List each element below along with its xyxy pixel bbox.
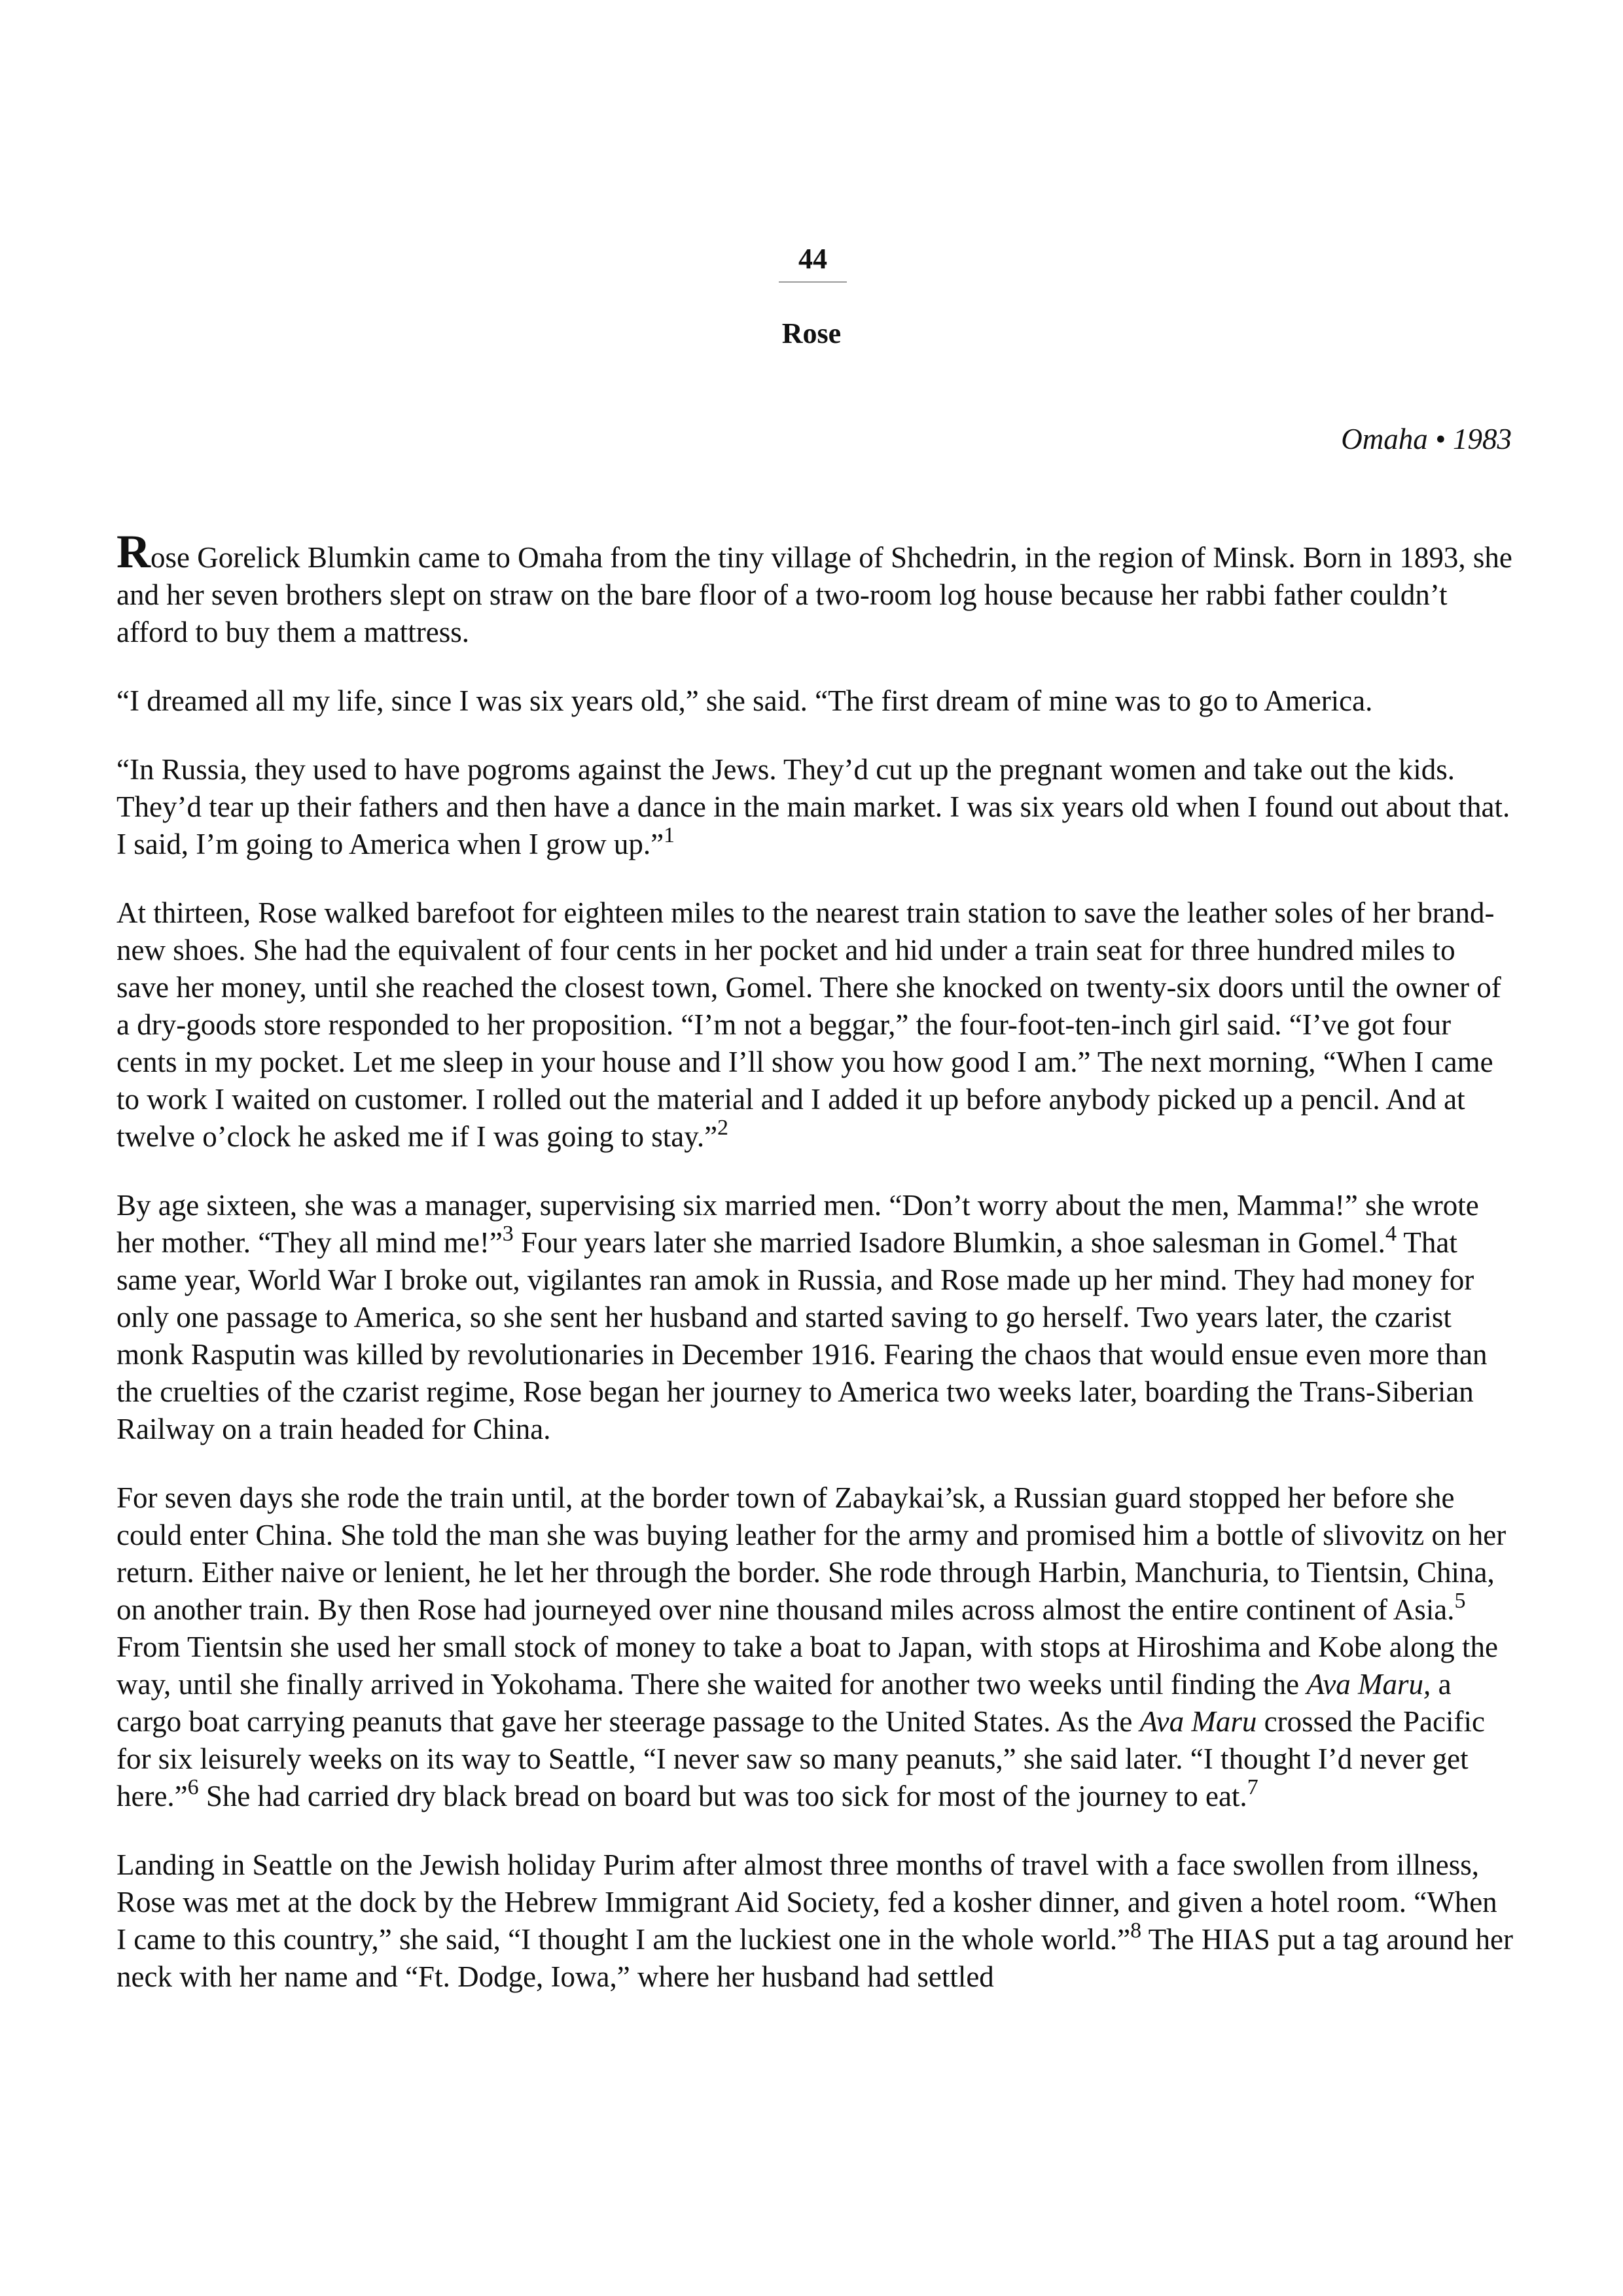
- body-paragraph: [116, 894, 1513, 1156]
- chapter-number: 44: [779, 241, 847, 283]
- footnote-marker: 6: [187, 1775, 199, 1799]
- body-paragraph: [116, 1846, 1513, 1996]
- text-run: ose Gorelick Blumkin came to Omaha from the tiny village of Shchedrin, in the region of Minsk. Born in 1893, she and her seven brothers slept on straw on the bare floor of a two-room log house because her rabbi father couldn’t afford to buy them a mattress.: [116, 541, 1512, 648]
- italic-text: Ava Maru: [1139, 1705, 1257, 1738]
- body-paragraph: [116, 751, 1513, 863]
- text-run: crossed the Pacific for six leisurely weeks on its way to Seattle, “I never saw so many peanuts,” she said later. “I thought I’d never get here.”: [116, 1705, 1485, 1812]
- text-run: a cargo boat carrying peanuts that gave her steerage passage to the United States. As the: [116, 1668, 1452, 1738]
- footnote-marker: 1: [664, 823, 675, 847]
- text-run: The HIAS put a tag around her neck with her name and “Ft. Dodge, Iowa,” where her husband had settled: [116, 1923, 1513, 1993]
- footnote-marker: 7: [1247, 1775, 1258, 1799]
- body-paragraph: [116, 525, 1513, 651]
- body-paragraph: [116, 1187, 1513, 1448]
- text-run: “In Russia, they used to have pogroms against the Jews. They’d cut up the pregnant women and take out the kids. They’d tear up their fathers and then have a dance in the main market. I was six years old when I found out about that. I said, I’m going to America when I grow up.”: [116, 753, 1510, 860]
- footnote-marker: 4: [1385, 1222, 1397, 1246]
- text-run: At thirteen, Rose walked barefoot for eighteen miles to the nearest train station to save the leather soles of her brand-new shoes. She had the equivalent of four cents in her pocket and hid under a train seat for three hundred miles to save her money, until she reached the closest town, Gomel. There she knocked on twenty-six doors until the owner of a dry-goods store responded to her proposition. “I’m not a beggar,” the four-foot-ten-inch girl said. “I’ve got four cents in my pocket. Let me sleep in your house and I’ll show you how good I am.” The next morning, “When I came to work I waited on customer. I rolled out the material and I added it up before anybody picked up a pencil. And at twelve o’clock he asked me if I was going to stay.”: [116, 896, 1501, 1153]
- text-run: By age sixteen, she was a manager, supervising six married men. “Don’t worry about the men, Mamma!” she wrote her mother. “They all mind me!”: [116, 1189, 1479, 1259]
- dateline: Omaha • 1983: [1341, 423, 1512, 455]
- footnote-marker: 2: [717, 1116, 729, 1140]
- text-run: Landing in Seattle on the Jewish holiday Purim after almost three months of travel with a face swollen from illness, Rose was met at the dock by the Hebrew Immigrant Aid Society, fed a kosher dinner, and given a hotel room. “When I came to this country,” she said, “I thought I am the luckiest one in the whole world.”: [116, 1848, 1497, 1956]
- text-run: From Tientsin she used her small stock of money to take a boat to Japan, with stops at Hiroshima and Kobe along the way, until she finally arrived in Yokohama. There she waited for another two weeks until finding the: [116, 1631, 1498, 1701]
- text-run: Four years later she married Isadore Blumkin, a shoe salesman in Gomel.: [513, 1226, 1385, 1259]
- chapter-title: Rose: [781, 317, 842, 349]
- footnote-marker: 3: [502, 1222, 514, 1246]
- text-run: She had carried dry black bread on board but was too sick for most of the journey to eat.: [198, 1780, 1247, 1812]
- drop-cap: R: [116, 525, 151, 578]
- body-paragraph: [116, 1479, 1513, 1815]
- text-run: That same year, World War I broke out, vigilantes ran amok in Russia, and Rose made up her mind. They had money for only one passage to America, so she sent her husband and started saving to go herself. Two years later, the czarist monk Rasputin was killed by revolutionaries in December 1916. Fearing the chaos that would ensue even more than the cruelties of the czarist regime, Rose began her journey to America two weeks later, boarding the Trans-Siberian Railway on a train headed for China.: [116, 1226, 1488, 1445]
- footnote-marker: 8: [1130, 1918, 1142, 1943]
- footnote-marker: 5: [1454, 1589, 1466, 1613]
- text-run: “I dreamed all my life, since I was six years old,” she said. “The first dream of mine was to go to America.: [116, 684, 1373, 717]
- body-paragraph: [116, 682, 1513, 720]
- italic-text: Ava Maru,: [1306, 1668, 1431, 1701]
- text-run: For seven days she rode the train until, at the border town of Zabaykai’sk, a Russian guard stopped her before she could enter China. She told the man she was buying leather for the army and promised him a bottle of slivovitz on her return. Either naive or lenient, he let her through the border. She rode through Harbin, Manchuria, to Tientsin, China, on another train. By then Rose had journeyed over nine thousand miles across almost the entire continent of Asia.: [116, 1481, 1507, 1626]
- body-text: [116, 525, 1513, 2027]
